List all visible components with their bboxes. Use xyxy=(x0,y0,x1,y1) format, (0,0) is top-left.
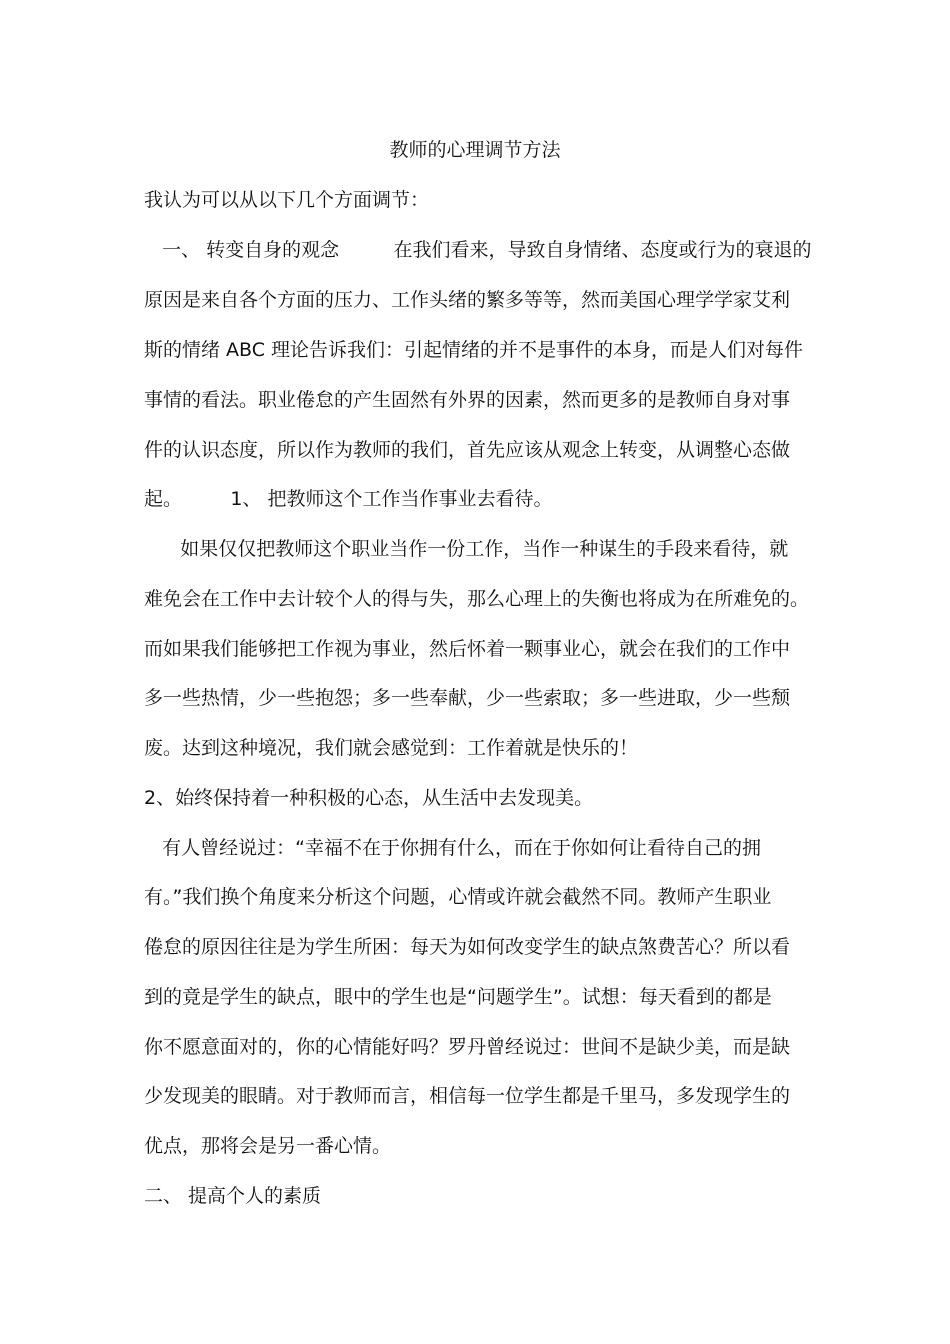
text-line: 原因是来自各个方面的压力、工作头绪的繁多等等，然而美国心理学学家艾利 xyxy=(144,289,791,311)
text-line: 难免会在工作中去计较个人的得与失，那么心理上的失衡也将成为在所难免的。 xyxy=(144,588,810,610)
text-line: 少发现美的眼睛。对于教师而言，相信每一位学生都是千里马，多发现学生的 xyxy=(144,1085,791,1107)
text-line: 到的竟是学生的缺点，眼中的学生也是“问题学生”。试想：每天看到的都是 xyxy=(144,986,772,1008)
text-line: 如果仅仅把教师这个职业当作一份工作，当作一种谋生的手段来看待，就 xyxy=(144,538,789,560)
text-line: 优点，那将会是另一番心情。 xyxy=(144,1135,392,1157)
text-line: 废。达到这种境况，我们就会感觉到：工作着就是快乐的！ xyxy=(144,737,639,759)
text-line: 斯的情绪 ABC 理论告诉我们：引起情绪的并不是事件的本身，而是人们对每件 xyxy=(144,339,804,361)
text-line: 一、 转变自身的观念 在我们看来，导致自身情绪、态度或行为的衰退的 xyxy=(144,239,812,261)
text-line: 事情的看法。职业倦怠的产生固然有外界的因素，然而更多的是教师自身对事 xyxy=(144,389,791,411)
text-line: 你不愿意面对的，你的心情能好吗？罗丹曾经说过：世间不是缺少美，而是缺 xyxy=(144,1036,791,1058)
document-title: 教师的心理调节方法 xyxy=(389,139,561,161)
text-line: 倦怠的原因往往是为学生所困：每天为如何改变学生的缺点煞费苦心？所以看 xyxy=(144,936,791,958)
text-line: 有。”我们换个角度来分析这个问题，心情或许就会截然不同。教师产生职业 xyxy=(144,886,772,908)
text-line: 我认为可以从以下几个方面调节： xyxy=(144,189,430,211)
text-line: 件的认识态度，所以作为教师的我们，首先应该从观念上转变，从调整心态做 xyxy=(144,439,791,461)
text-line: 有人曾经说过：“幸福不在于你拥有什么，而在于你如何让看待自己的拥 xyxy=(144,837,761,859)
text-line: 2、始终保持着一种积极的心态，从生活中去发现美。 xyxy=(144,787,594,809)
section-heading: 二、 提高个人的素质 xyxy=(144,1185,322,1207)
text-line: 多一些热情，少一些抱怨；多一些奉献，少一些索取；多一些进取，少一些颓 xyxy=(144,687,791,709)
text-line: 而如果我们能够把工作视为事业，然后怀着一颗事业心，就会在我们的工作中 xyxy=(144,638,791,660)
text-line: 起。 1、 把教师这个工作当作事业去看待。 xyxy=(144,488,553,510)
